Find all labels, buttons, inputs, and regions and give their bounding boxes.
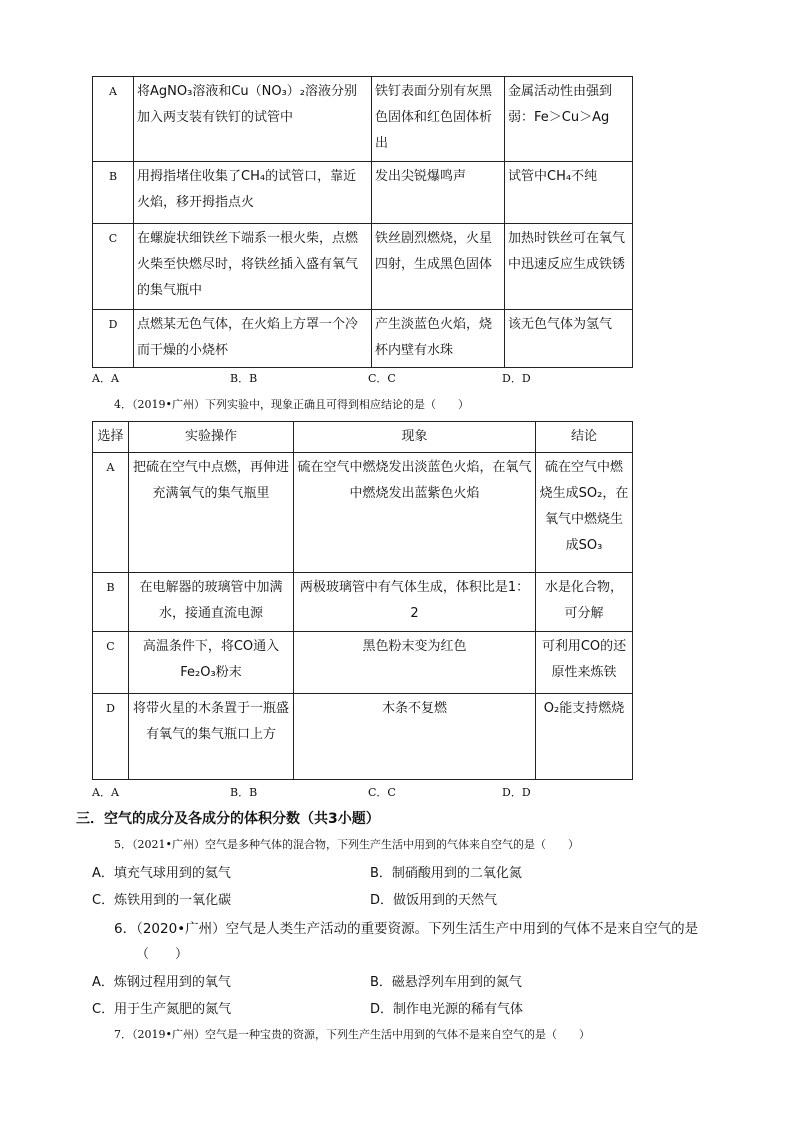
phenomenon-cell: 铁丝剧烈燃烧，火星四射，生成黑色固体 xyxy=(372,224,505,310)
question-5-text: 5．（2021•广州）空气是多种气体的混合物，下列生产生活中用到的气体来自空气的是（ ） xyxy=(114,838,579,851)
option-b[interactable]: B．B xyxy=(230,372,258,385)
row-label: D xyxy=(93,310,134,368)
option-b[interactable]: B．B xyxy=(230,786,258,799)
conclusion-cell: 可利用CO的还原性来炼铁 xyxy=(536,632,633,694)
operation-cell: 将带火星的木条置于一瓶盛有氧气的集气瓶口上方 xyxy=(129,694,294,780)
q5-option-a[interactable]: A．填充气球用到的氦气 xyxy=(92,866,231,881)
operation-cell: 把硫在空气中点燃，再伸进充满氧气的集气瓶里 xyxy=(129,453,294,573)
q6-option-b[interactable]: B．磁悬浮列车用到的氮气 xyxy=(370,975,522,990)
experiment-table-2 xyxy=(92,421,633,780)
q6-option-d[interactable]: D．制作电光源的稀有气体 xyxy=(370,1002,524,1017)
row-label: A xyxy=(93,453,129,573)
operation-cell: 高温条件下，将CO通入Fe₂O₃粉末 xyxy=(129,632,294,694)
row-label: D xyxy=(93,694,129,780)
phenomenon-cell: 木条不复燃 xyxy=(294,694,536,780)
operation-cell: 在螺旋状细铁丝下端系一根火柴，点燃火柴至快燃尽时，将铁丝插入盛有氧气的集气瓶中 xyxy=(134,224,372,310)
table-row xyxy=(93,632,633,694)
operation-cell: 在电解器的玻璃管中加满水，接通直流电源 xyxy=(129,573,294,632)
conclusion-cell: 水是化合物，可分解 xyxy=(536,573,633,632)
phenomenon-cell: 铁钉表面分别有灰黑色固体和红色固体析出 xyxy=(372,77,505,162)
phenomenon-cell: 产生淡蓝色火焰，烧杯内壁有水珠 xyxy=(372,310,505,368)
answer-options-q3 xyxy=(92,370,632,386)
row-label: C xyxy=(93,632,129,694)
answer-options-q4 xyxy=(92,784,632,800)
row-label: B xyxy=(93,573,129,632)
question-6-paren: （ ） xyxy=(136,947,189,962)
option-d[interactable]: D．D xyxy=(502,786,531,799)
conclusion-cell: 硫在空气中燃烧生成SO₂，在氧气中燃烧生成SO₃ xyxy=(536,453,633,573)
phenomenon-cell: 硫在空气中燃烧发出淡蓝色火焰，在氧气中燃烧发出蓝紫色火焰 xyxy=(294,453,536,573)
experiment-table-1 xyxy=(92,76,633,368)
phenomenon-cell: 黑色粉末变为红色 xyxy=(294,632,536,694)
table-header-row xyxy=(93,422,633,453)
phenomenon-cell: 发出尖锐爆鸣声 xyxy=(372,162,505,224)
section-title: 三．空气的成分及各成分的体积分数（共3小题） xyxy=(76,811,380,827)
q6-option-a[interactable]: A．炼钢过程用到的氧气 xyxy=(92,975,231,990)
option-a[interactable]: A．A xyxy=(92,372,119,385)
q5-option-b[interactable]: B．制硝酸用到的二氧化氮 xyxy=(370,866,522,881)
row-label: B xyxy=(93,162,134,224)
option-c[interactable]: C．C xyxy=(368,786,396,799)
operation-cell: 将AgNO₃溶液和Cu（NO₃）₂溶液分别加入两支装有铁钉的试管中 xyxy=(134,77,372,162)
table-row xyxy=(93,224,633,310)
q5-option-d[interactable]: D．做饭用到的天然气 xyxy=(370,893,498,908)
table-row xyxy=(93,77,633,162)
row-label: A xyxy=(93,77,134,162)
table-row xyxy=(93,310,633,368)
conclusion-cell: 该无色气体为氢气 xyxy=(505,310,633,368)
question-4-text: 4．（2019•广州）下列实验中，现象正确且可得到相应结论的是（ ） xyxy=(114,398,469,411)
q5-option-c[interactable]: C．炼铁用到的一氧化碳 xyxy=(92,893,232,908)
table-row xyxy=(93,694,633,780)
phenomenon-cell: 两极玻璃管中有气体生成，体积比是1：2 xyxy=(294,573,536,632)
conclusion-cell: 金属活动性由强到弱：Fe＞Cu＞Ag xyxy=(505,77,633,162)
row-label: C xyxy=(93,224,134,310)
operation-cell: 用拇指堵住收集了CH₄的试管口，靠近火焰，移开拇指点火 xyxy=(134,162,372,224)
header-conclusion: 结论 xyxy=(536,422,633,453)
q6-option-c[interactable]: C．用于生产氮肥的氮气 xyxy=(92,1002,232,1017)
option-a[interactable]: A．A xyxy=(92,786,119,799)
conclusion-cell: O₂能支持燃烧 xyxy=(536,694,633,780)
operation-cell: 点燃某无色气体，在火焰上方罩一个冷而干燥的小烧杯 xyxy=(134,310,372,368)
conclusion-cell: 加热时铁丝可在氧气中迅速反应生成铁锈 xyxy=(505,224,633,310)
conclusion-cell: 试管中CH₄不纯 xyxy=(505,162,633,224)
question-6-text: 6．（2020•广州）空气是人类生产活动的重要资源。下列生活生产中用到的气体不是来自空气的是 xyxy=(114,921,699,937)
header-choice: 选择 xyxy=(93,422,129,453)
option-d[interactable]: D．D xyxy=(502,372,531,385)
header-phenomenon: 现象 xyxy=(294,422,536,453)
header-operation: 实验操作 xyxy=(129,422,294,453)
table-row xyxy=(93,453,633,573)
question-7-text: 7．（2019•广州）空气是一种宝贵的资源，下列生产生活中用到的气体不是来自空气的是（ ） xyxy=(114,1028,590,1041)
table-row xyxy=(93,162,633,224)
option-c[interactable]: C．C xyxy=(368,372,396,385)
table-row xyxy=(93,573,633,632)
